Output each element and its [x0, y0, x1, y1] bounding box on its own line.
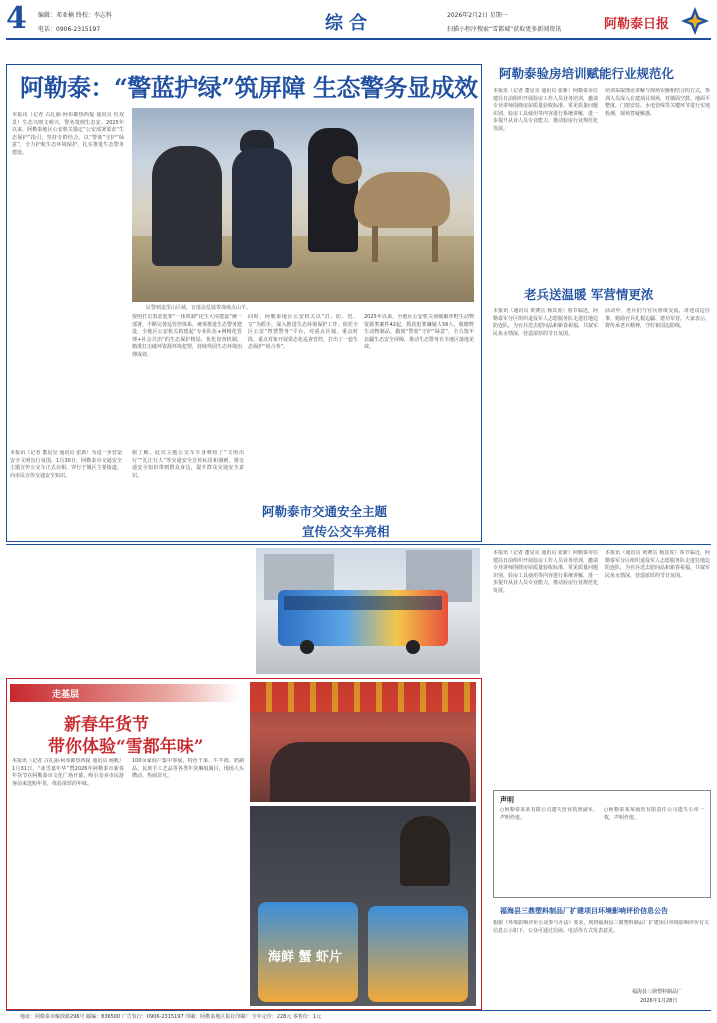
photo-person-right: [308, 128, 358, 252]
veteran-article-col2: 活动中，老兵们与官兵座谈交流，讲述戍边往事，勉励官兵扎根边疆、建功军营。大家表示，将传承老兵精神，守好祖国边防线。: [605, 308, 710, 330]
date-line: 2026年2月2日 星期一: [447, 12, 508, 19]
traffic-article-title-line1: 阿勒泰市交通安全主题: [262, 504, 388, 519]
photo-bus-wheel: [406, 640, 420, 654]
photo-person-crouching: [152, 146, 222, 266]
traffic-bus-photo: [256, 548, 480, 674]
masthead: [0, 0, 717, 40]
photo-animal: [354, 172, 450, 228]
training-article-col2: 培训采取理论讲解与现场实操相结合的方式，参训人员深入在建项目现场，对墙面空鼓、地面平整度、门窗安装、水电管线等关键环节进行实地检测，现场答疑解惑。: [605, 88, 710, 117]
photo-animal-leg: [372, 226, 378, 262]
traffic-article-title-line2: 宣传公交车亮相: [302, 524, 390, 539]
market-article-col2: 100余家商户集中参展，特色干果、牛羊肉、奶制品、民族手工艺品等各类年货琳琅满目，现场人头攒动、热闹非凡。: [132, 758, 244, 780]
right-mid-col2: 本报讯（通讯员 黄赛岳 杨其虎）春节临近，阿勒泰军分区组织退役军人志愿服务队走进驻地边防连队，为官兵送去慰问品和新春祝福，共叙军民鱼水情深，营造浓厚的节日氛围。: [605, 550, 710, 579]
photo-shopper: [400, 816, 450, 886]
market-photo: [250, 682, 476, 802]
footer-line: 地址：阿勒泰市解放路296号 邮编：836500 广告发行：0906-2315197 印刷：阿勒泰地区报社印刷厂 全年定价：228元 零售价：1元: [20, 1014, 322, 1020]
main-article-title: 阿勒泰：“警蓝护绿”筑屏障 生态警务显成效: [20, 73, 478, 102]
notice-text-2: ○阿勒泰某某商贸有限责任公司遗失公章一枚，声明作废。: [604, 807, 704, 821]
veteran-article-title: 老兵送温暖 军营情更浓: [524, 287, 654, 302]
market-article-col1: 本报讯（记者 古扎丽·阿布都热西提 通讯员 杨帆）1月31日，“冰雪嘉年华”暨2026年阿勒泰市新春年货节在阿勒泰市文化广场开幕，吸引众多市民游客前来选购年货，体验浓厚的年味。: [12, 758, 124, 787]
market-banner-label: 走基层: [52, 690, 80, 700]
photo-product-bag: [368, 906, 468, 1002]
right-mid-col1: 本报讯（记者 董星亮 通讯员 张新）阿勒泰市住建局日前组织开展验房工作人员业务培训，邀请专业讲师围绕房屋质量验收标准、常见质量问题识别、验房工具使用等内容进行系统讲解，进一步提升从业人员专业能力，推动验房行业规范化发展。: [493, 550, 598, 594]
eia-notice-date: 2026年1月28日: [640, 998, 678, 1004]
photo-animal-leg: [432, 226, 438, 262]
market-article-title-line1: 新春年货节: [64, 715, 149, 735]
veteran-article-lead: 本报讯（通讯员 黄赛岳 杨其虎）春节临近，阿勒泰军分区组织退役军人志愿服务队走进驻地边防连队，为官兵送去慰问品和新春祝福，共叙军民鱼水情深，营造浓厚的节日氛围。: [493, 308, 598, 337]
eia-notice-title: 福海县三鼎塑料制品厂扩建项目环境影响评价信息公告: [500, 907, 668, 915]
photo-lanterns: [250, 682, 476, 712]
photo-crowd: [270, 742, 470, 802]
main-article-lead: 本报讯（记者 古扎丽·阿布都热西提 通讯员 杜双景）生态兴则文明兴，警务筑则生态安。2025年以来，阿勒泰地区公安机关锚定“公安部署要求“生态保护”指引，坚持专群结合、以“警蓝”守护“绿意”，全力护航生态环境保护，扎实推进生态警务建设。: [12, 112, 124, 156]
photo-person-officer: [232, 148, 292, 268]
main-article-col2: 按照打击黑恶犯罪“一体机制“化生大岗建设”统一部署，不断完善巡管控体系，统筹推进生态警务建设，全地区公安机关构建起“专业队伍+网格化管理+社会共治”的生态保护格局，优化盘查机制，精准打击破坏资源环境犯罪，持续巩固生态环境治理成效。: [132, 314, 242, 358]
main-article-photo-caption: 民警到麦里山区域，盲落杂乱镜带战啮点山羊。: [146, 305, 252, 311]
eia-notice-signature: 福海县三鼎塑料制品厂: [632, 989, 683, 995]
masthead-rule: [6, 38, 711, 40]
editor-line: 编辑：邓亚楠 终校：李志科: [38, 12, 112, 19]
main-article-col4: 2025年以来，全地区公安机关侦破破坏野生动物资源类案件42起，抓获犯罪嫌疑人56人，收缴野生动物制品，做到“警蓝”守护“绿意”，全力筑牢北疆生态安全屏障，推动生态警务在全地区落地见效。: [364, 314, 474, 351]
paper-name: 阿勒泰日报: [604, 17, 670, 32]
photo-bus-wheel: [300, 640, 314, 654]
footer-rule: [6, 1010, 711, 1011]
training-article-title: 阿勒泰验房培训赋能行业规范化: [499, 66, 675, 81]
training-article-lead: 本报讯（记者 董星亮 通讯员 张新）阿勒泰市住建局日前组织开展验房工作人员业务培训，邀请专业讲师围绕房屋质量验收标准、常见质量问题识别、验房工具使用等内容进行系统讲解，进一步提升从业人员专业能力，推动验房行业规范化发展。: [493, 88, 598, 132]
notice-title: 声明: [500, 796, 514, 804]
market-banner: [10, 684, 240, 702]
notice-box: [493, 790, 711, 898]
main-article-photo: [132, 108, 474, 302]
market-products-photo: [250, 806, 476, 1006]
phone-line: 电话：0906-2315197: [38, 26, 101, 33]
main-article-col3: 同时，阿勒泰地区公安机关以“打、防、管、宣”为抓手，深入推进生态环境保护工作。依托全区公安“智慧警务”平台，对重点区域、重点时段、重点对象开展常态化巡查管控，打出了一套生态保护“组合拳”。: [248, 314, 358, 351]
page-number: 4: [6, 1, 27, 36]
product-label: 海鲜 蟹 虾片: [268, 950, 343, 965]
traffic-article-col1: 本报讯（记者 董星亮 通讯员 张新）为进一步营造安全文明出行氛围，1月30日，阿勒泰市交通安全主题宣传公交车正式亮相，穿行于城区主要街道，向市民宣传交通安全知识。: [10, 450, 122, 479]
traffic-article-col2: 据了解，此次主题公交车车身喷绘了“文明出行”“礼让行人”等交通安全宣传标语和漫画，将交通安全知识带到群众身边，提升群众交通安全意识。: [132, 450, 244, 479]
paper-logo-icon: [680, 6, 710, 36]
section-title: 综合: [325, 13, 373, 34]
photo-bus-windows: [284, 596, 442, 610]
photo-animal-head: [332, 156, 362, 184]
eia-notice-text: 根据《环境影响评价公众参与办法》要求，现将福海县三鼎塑料制品厂扩建项目环境影响评价有关信息公示如下，公众可通过信函、电话等方式发表意见。: [493, 920, 709, 934]
notice-text-1: ○阿勒泰某某有限公司遗失营业执照副本，声明作废。: [500, 807, 598, 821]
market-article-title-line2: 带你体验“雪都年味”: [48, 737, 204, 757]
tagline: 扫描小程序搜索“雪都城”获取更多新闻资讯: [447, 26, 562, 33]
